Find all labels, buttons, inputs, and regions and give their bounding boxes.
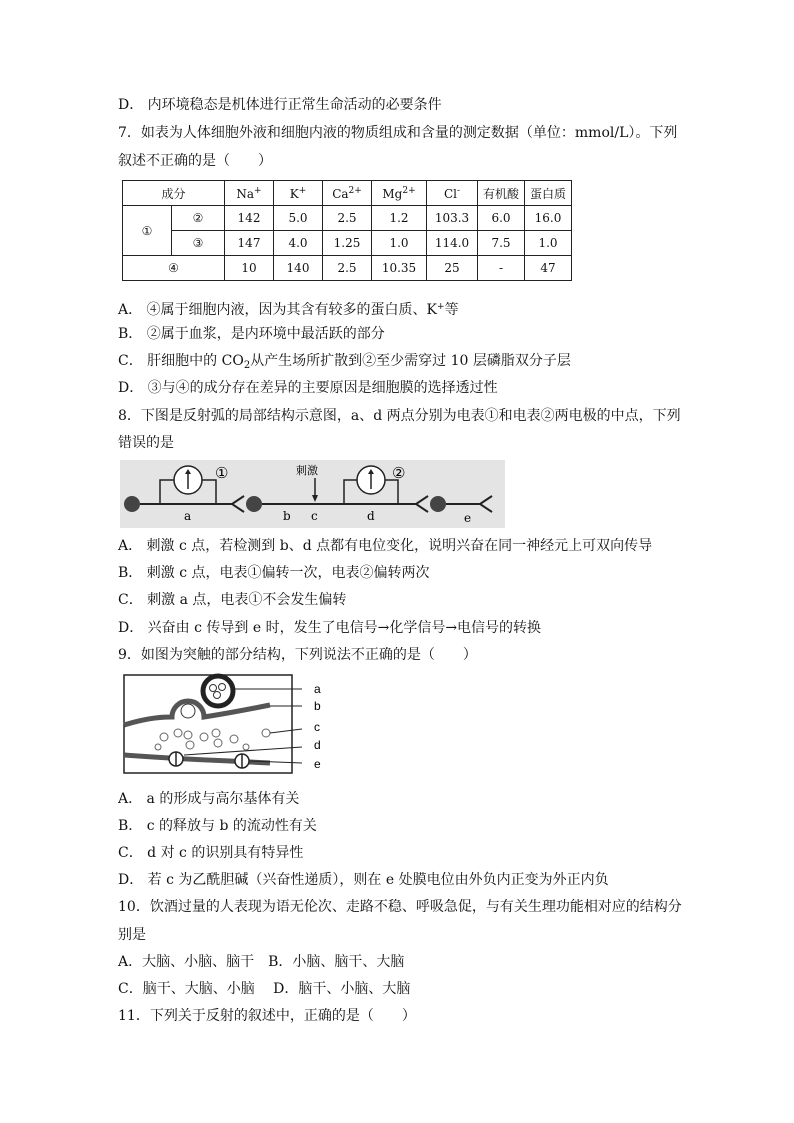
table-cell: 5.0 <box>274 206 323 231</box>
q7-option-c-tail: 从产生场所扩散到②至少需穿过 10 层磷脂双分子层 <box>250 353 571 369</box>
table-cell: 4.0 <box>274 231 323 256</box>
point-a-label: a <box>184 509 192 523</box>
q7-option-c-text: C． 肝细胞中的 CO <box>118 353 244 369</box>
q7-option-c-sub: 2 <box>243 360 251 371</box>
q6-option-d: D． 内环境稳态是机体进行正常生命活动的必要条件 <box>118 97 442 113</box>
table-cell: 2.5 <box>323 256 372 281</box>
header-sup: + <box>298 185 307 196</box>
meter-1-label: ① <box>215 464 229 482</box>
table-cell: 2.5 <box>323 206 372 231</box>
point-e-label: e <box>464 511 472 525</box>
q9-option-a: A． a 的形成与高尔基体有关 <box>118 791 300 807</box>
q11-stem: 11．下列关于反射的叙述中，正确的是（ ） <box>118 1008 416 1024</box>
q7-stem-line1: 7．如表为人体细胞外液和细胞内液的物质组成和含量的测定数据（单位：mmol/L）。下列 <box>118 125 678 141</box>
header-cell-composition: 成分 <box>123 181 225 206</box>
table-cell: 1.25 <box>323 231 372 256</box>
point-b-label: b <box>283 509 291 523</box>
header-cell <box>478 181 525 206</box>
q10-stem-line2: 别是 <box>118 927 146 943</box>
table-cell: 47 <box>525 256 572 281</box>
q8-stem-line1: 8．下图是反射弧的局部结构示意图，a、d 两点分别为电表①和电表②两电极的中点，下列 <box>118 408 681 424</box>
header-sup: 2+ <box>348 185 362 196</box>
label-d: d <box>314 738 321 752</box>
table-cell: 10.35 <box>372 256 427 281</box>
table-cell: 10 <box>225 256 274 281</box>
q7-option-a-tail: 等 <box>444 302 459 318</box>
header-cell <box>372 181 427 206</box>
table-cell: 25 <box>427 256 478 281</box>
table-header-row <box>123 181 572 206</box>
q7-option-d: D． ③与④的成分存在差异的主要原因是细胞膜的选择透过性 <box>118 380 498 396</box>
composition-table <box>122 180 572 281</box>
q7-stem-line2: 叙述不正确的是（ ） <box>118 153 272 169</box>
header-cell <box>525 181 572 206</box>
q7-option-a-sup: + <box>437 302 445 312</box>
reflex-arc-figure <box>120 460 505 528</box>
header-cell <box>225 181 274 206</box>
table-cell: 1.0 <box>525 231 572 256</box>
table-cell: 114.0 <box>427 231 478 256</box>
header-base: Ca <box>332 186 349 201</box>
synapse-figure <box>120 673 335 778</box>
header-base: Cl <box>443 186 457 201</box>
q9-option-c: C． d 对 c 的识别具有特异性 <box>118 845 304 861</box>
row-label-cell: ③ <box>172 231 225 256</box>
q9-stem: 9．如图为突触的部分结构，下列说法不正确的是（ ） <box>118 647 477 663</box>
point-d-label: d <box>367 509 375 523</box>
row-label-cell: ④ <box>123 256 225 281</box>
header-sup: 2+ <box>402 185 416 196</box>
header-base: 蛋白质 <box>529 186 566 201</box>
header-cell <box>323 181 372 206</box>
q7-option-b: B． ②属于血浆，是内环境中最活跃的部分 <box>118 326 385 342</box>
q7-option-a <box>118 298 459 319</box>
group-label-cell: ① <box>123 206 172 256</box>
table-cell: 103.3 <box>427 206 478 231</box>
table-cell: 1.2 <box>372 206 427 231</box>
q10-stem-line1: 10．饮酒过量的人表现为语无伦次、走路不稳、呼吸急促，与有关生理功能相对应的结构分 <box>118 899 682 915</box>
header-sup: + <box>254 185 262 196</box>
label-a: a <box>314 682 321 696</box>
point-c-label: c <box>311 509 318 523</box>
table-cell: 147 <box>225 231 274 256</box>
table-cell: 142 <box>225 206 274 231</box>
q8-option-c: C． 刺激 a 点，电表①不会发生偏转 <box>118 592 347 608</box>
header-cell <box>274 181 323 206</box>
table-cell: - <box>478 256 525 281</box>
q7-option-a-text: A． ④属于细胞内液，因为其含有较多的蛋白质、K <box>118 302 438 318</box>
meter-2-label: ② <box>392 464 406 482</box>
header-base: 有机酸 <box>482 186 519 201</box>
label-e: e <box>314 757 321 771</box>
table-row <box>123 231 572 256</box>
q7-option-c <box>118 352 571 375</box>
synaptic-vesicle-a <box>203 676 233 706</box>
table-cell: 7.5 <box>478 231 525 256</box>
table-cell: 140 <box>274 256 323 281</box>
label-c: c <box>314 720 320 734</box>
q8-option-b: B． 刺激 c 点，电表①偏转一次，电表②偏转两次 <box>118 565 430 581</box>
label-b: b <box>314 699 321 713</box>
header-base: Na <box>236 186 255 201</box>
neuron-body-2 <box>246 496 262 512</box>
q10-options-ab: A．大脑、小脑、脑干 B．小脑、脑干、大脑 <box>118 954 405 970</box>
q8-stem-line2: 错误的是 <box>118 435 174 451</box>
neuron-body-1 <box>124 496 140 512</box>
table-row <box>123 206 572 231</box>
header-base: K <box>289 186 299 201</box>
header-cell <box>427 181 478 206</box>
q9-option-b: B． c 的释放与 b 的流动性有关 <box>118 818 317 834</box>
row-label-cell: ② <box>172 206 225 231</box>
header-sup: - <box>456 185 461 196</box>
header-base: Mg <box>382 186 403 201</box>
table-cell: 1.0 <box>372 231 427 256</box>
stimulus-label: 刺激 <box>296 464 318 477</box>
table-cell: 6.0 <box>478 206 525 231</box>
q8-option-d: D． 兴奋由 c 传导到 e 时，发生了电信号→化学信号→电信号的转换 <box>118 620 542 636</box>
table-row <box>123 256 572 281</box>
table-cell: 16.0 <box>525 206 572 231</box>
q10-options-cd: C．脑干、大脑、小脑 D．脑干、小脑、大脑 <box>118 981 411 997</box>
q9-option-d: D． 若 c 为乙酰胆碱（兴奋性递质），则在 e 处膜电位由外负内正变为外正内负 <box>118 872 609 888</box>
q8-option-a: A． 刺激 c 点，若检测到 b、d 点都有电位变化，说明兴奋在同一神经元上可双向传导 <box>118 538 653 554</box>
neuron-body-3 <box>430 496 446 512</box>
